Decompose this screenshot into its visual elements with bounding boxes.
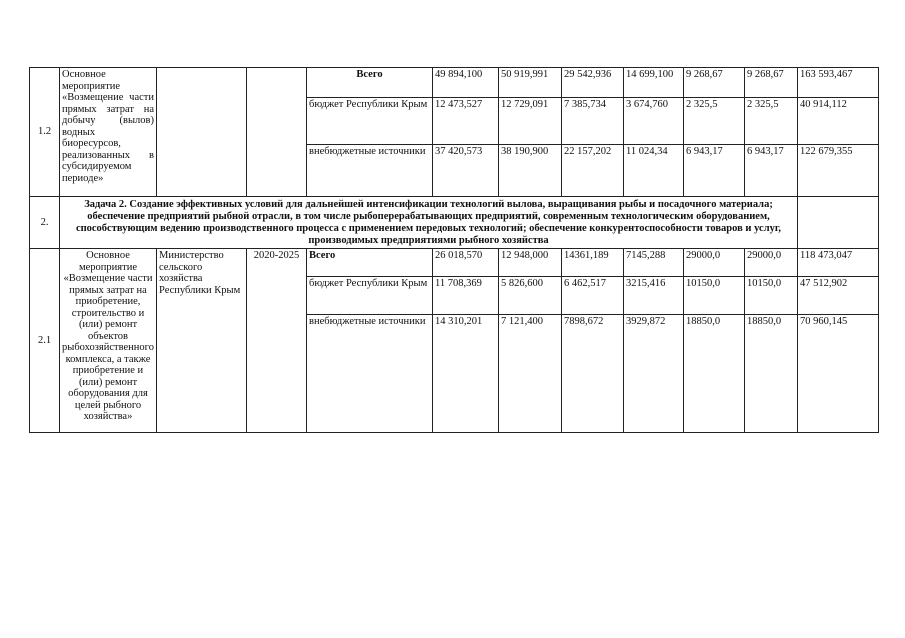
funding-source: бюджет Республики Крым (307, 98, 433, 145)
measure-name: Основное мероприятие «Возмещение части прямых затрат на приобретение, строительство и (или) ремонт объектов рыбохозяйственного комплекса, а также приобретение и (или) ремонт оборудования для целей рыбного хозяйства» (60, 249, 157, 433)
total-cell: 70 960,145 (798, 315, 879, 433)
total-cell: 47 512,902 (798, 277, 879, 315)
value-cell: 7898,672 (562, 315, 624, 433)
value-cell: 29000,0 (684, 249, 745, 277)
value-cell: 12 473,527 (433, 98, 499, 145)
table-row (30, 68, 879, 98)
total-cell: 40 914,112 (798, 98, 879, 145)
total-cell: 163 593,467 (798, 68, 879, 98)
empty-cell (798, 197, 879, 249)
period-cell: 2020-2025 (247, 249, 307, 433)
funding-source: внебюджетные источники (307, 315, 433, 433)
table-row (30, 249, 879, 277)
value-cell: 22 157,202 (562, 145, 624, 197)
value-cell: 10150,0 (684, 277, 745, 315)
value-cell: 11 708,369 (433, 277, 499, 315)
value-cell: 9 268,67 (684, 68, 745, 98)
funding-source: внебюджетные источники (307, 145, 433, 197)
value-cell: 29000,0 (745, 249, 798, 277)
executor-cell: Министерство сельского хозяйства Республики Крым (157, 249, 247, 433)
value-cell: 50 919,991 (499, 68, 562, 98)
funding-source: бюджет Республики Крым (307, 277, 433, 315)
value-cell: 12 948,000 (499, 249, 562, 277)
budget-table (29, 67, 879, 433)
value-cell: 11 024,34 (624, 145, 684, 197)
task-title: Задача 2. Создание эффективных условий для дальнейшей интенсификации технологий вылова, выращивания рыбы и посадочного материала; обеспечение предприятий рыбной отрасли, в том числе рыбоперерабатывающих предприятий, современным технологическим оборудованием, способствующим ведению производственного процесса с применением передовых технологий; обеспечение конкурентоспособности товаров и услуг, производимых предприятиями рыбного хозяйства (60, 197, 798, 249)
value-cell: 2 325,5 (684, 98, 745, 145)
value-cell: 6 943,17 (745, 145, 798, 197)
value-cell: 3929,872 (624, 315, 684, 433)
measure-name: Основное мероприятие «Возмещение части прямых затрат на добычу (вылов) водных биоресурсов, реализованных в субсидируемом периоде» (60, 68, 157, 197)
value-cell: 2 325,5 (745, 98, 798, 145)
value-cell: 6 943,17 (684, 145, 745, 197)
value-cell: 5 826,600 (499, 277, 562, 315)
value-cell: 14 310,201 (433, 315, 499, 433)
value-cell: 18850,0 (745, 315, 798, 433)
value-cell: 6 462,517 (562, 277, 624, 315)
value-cell: 3215,416 (624, 277, 684, 315)
value-cell: 7 121,400 (499, 315, 562, 433)
period-cell (247, 68, 307, 197)
value-cell: 7145,288 (624, 249, 684, 277)
value-cell: 38 190,900 (499, 145, 562, 197)
funding-source: Всего (307, 249, 433, 277)
row-number: 2.1 (30, 249, 60, 433)
value-cell: 12 729,091 (499, 98, 562, 145)
funding-source: Всего (307, 68, 433, 98)
table-row (30, 197, 879, 249)
total-cell: 118 473,047 (798, 249, 879, 277)
row-number: 1.2 (30, 68, 60, 197)
task-number: 2. (30, 197, 60, 249)
value-cell: 7 385,734 (562, 98, 624, 145)
value-cell: 29 542,936 (562, 68, 624, 98)
value-cell: 26 018,570 (433, 249, 499, 277)
value-cell: 14 699,100 (624, 68, 684, 98)
value-cell: 9 268,67 (745, 68, 798, 98)
value-cell: 3 674,760 (624, 98, 684, 145)
value-cell: 49 894,100 (433, 68, 499, 98)
value-cell: 14361,189 (562, 249, 624, 277)
executor-cell (157, 68, 247, 197)
value-cell: 18850,0 (684, 315, 745, 433)
total-cell: 122 679,355 (798, 145, 879, 197)
value-cell: 37 420,573 (433, 145, 499, 197)
value-cell: 10150,0 (745, 277, 798, 315)
